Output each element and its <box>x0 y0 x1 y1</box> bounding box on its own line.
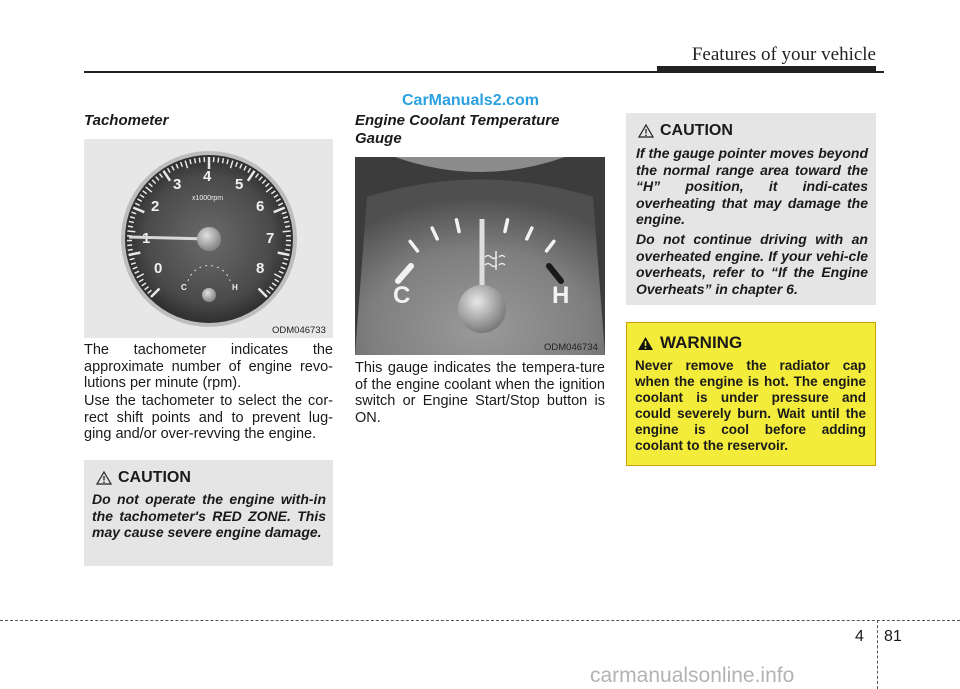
header-rule-accent <box>657 66 876 73</box>
tachometer-paragraph-1: The tachometer indicates the approximate number of engine revo-lutions per minute (rpm). <box>84 342 333 391</box>
footer-divider <box>877 620 878 689</box>
watermark-bottom[interactable]: carmanualsonline.info <box>590 664 795 687</box>
tach-num-3: 3 <box>173 176 182 193</box>
warning-text: Never remove the radiator cap when the engine is hot. The engine coolant is under pressure and could severely burn. Wait until the engine is cool before adding coolant to the reservoir. <box>635 358 866 453</box>
coolant-paragraph: This gauge indicates the tempera-ture of the engine coolant when the ignition switch or Engine Start/Stop button is ON. <box>355 360 605 426</box>
tach-num-6: 6 <box>256 198 265 215</box>
page-header-title: Features of your vehicle <box>691 44 876 65</box>
tach-num-7: 7 <box>266 230 275 247</box>
coolant-caution-box <box>626 113 876 305</box>
tachometer-caution-box <box>84 460 333 566</box>
warning-triangle-icon <box>637 336 654 351</box>
chapter-number: 4 <box>855 628 864 645</box>
warning-heading: WARNING <box>660 333 743 352</box>
tachometer-gauge-illustration <box>84 139 333 338</box>
tach-tick <box>128 226 133 227</box>
tach-unit-label: x1000rpm <box>192 195 224 202</box>
coolant-gauge-illustration <box>355 157 605 355</box>
tach-tick <box>218 158 219 163</box>
tachometer-paragraph-2: Use the tachometer to select the cor-rect shift points and to prevent lug-ging and/or over-revving the engine. <box>84 393 333 442</box>
tach-num-2: 2 <box>151 198 160 215</box>
coolant-figure-code: ODM046734 <box>544 342 598 353</box>
footer-rule <box>0 620 960 621</box>
caution-triangle-icon <box>96 471 112 485</box>
tach-tick <box>283 231 291 232</box>
tachometer-caution-heading-row <box>96 469 191 487</box>
tach-num-8: 8 <box>256 260 265 277</box>
tach-num-0: 0 <box>154 260 163 277</box>
coolant-caution-text-2: Do not continue driving with an overheated engine. If your vehi-cle overheats, refer to “If the Engine Overheats” in chapter 6. <box>636 231 868 297</box>
tach-num-4: 4 <box>203 168 212 185</box>
sub-gauge-h: H <box>232 283 238 292</box>
tach-tick <box>285 250 290 251</box>
coolant-caution-heading-row <box>638 122 733 140</box>
coolant-title: Engine Coolant Temperature Gauge <box>355 112 560 147</box>
coolant-label-h: H <box>552 282 570 309</box>
sub-gauge-c: C <box>181 283 187 292</box>
tach-tick <box>284 221 289 222</box>
tachometer-figure-code: ODM046733 <box>272 325 326 336</box>
tachometer-caution-heading: CAUTION <box>118 469 191 486</box>
page-number: 81 <box>884 628 902 645</box>
tach-tick <box>127 231 135 232</box>
tach-tick <box>285 226 290 227</box>
coolant-caution-heading: CAUTION <box>660 122 733 139</box>
tach-tick <box>128 250 133 251</box>
tach-tick <box>199 158 200 163</box>
tach-tick <box>195 158 196 163</box>
tach-num-5: 5 <box>235 176 244 193</box>
tachometer-title: Tachometer <box>84 112 169 129</box>
coolant-figure <box>355 157 605 355</box>
coolant-caution-text-1: If the gauge pointer moves beyond the normal range area toward the “H” position, it indi-cates overheating that may damage the engine. <box>636 145 868 227</box>
tach-tick <box>223 158 224 163</box>
tachometer-caution-text: Do not operate the engine with-in the tachometer's RED ZONE. This may cause severe engine damage. <box>92 491 326 540</box>
caution-triangle-icon <box>638 124 654 138</box>
tach-tick <box>129 221 134 222</box>
tachometer-figure <box>84 139 333 338</box>
warning-heading-row <box>637 333 742 353</box>
coolant-label-c: C <box>393 282 411 309</box>
watermark-top[interactable]: CarManuals2.com <box>402 92 539 109</box>
warning-box <box>626 322 876 466</box>
